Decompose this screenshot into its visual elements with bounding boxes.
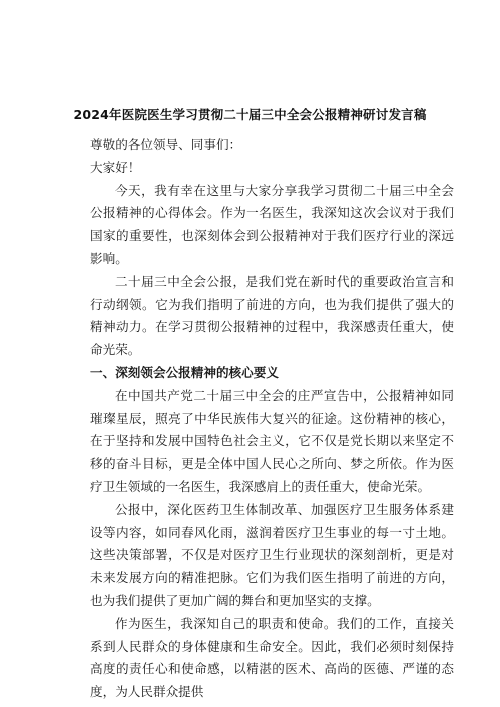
section-paragraph-3: 作为医生，我深知自己的职责和使命。我们的工作，直接关系到人民群众的身体健康和生命安全。因此，我们必须时刻保持高度的责任心和使命感，以精湛的医术、高尚的医德、严谨的态度，为人民群众提供 <box>90 615 454 700</box>
salutation: 尊敬的各位领导、同事们： <box>90 137 242 152</box>
greeting: 大家好！ <box>90 159 141 175</box>
paragraph-communique: 二十届三中全会公报，是我们党在新时代的重要政治宣言和行动纲领。它为我们指明了前进的方向，也为我们提供了强大的精神动力。在学习贯彻公报精神的过程中，我深感责任重大，使命光荣。 <box>90 273 454 358</box>
document-title: 2024年医院医生学习贯彻二十届三中全会公报精神研讨发言稿 <box>73 107 427 122</box>
paragraph-intro: 今天，我有幸在这里与大家分享我学习贯彻二十届三中全会公报精神的心得体会。作为一名医生，我深知这次会议对于我们国家的重要性，也深刻体会到公报精神对于我们医疗行业的深远影响。 <box>90 182 454 266</box>
section-paragraph-1: 在中国共产党二十届三中全会的庄严宣告中，公报精神如同璀璨星辰，照亮了中华民族伟大复兴的征途。这份精神的核心，在于坚持和发展中国特色社会主义，它不仅是党长期以来坚定不移的奋斗目标，更是全体中国人民心之所向、梦之所依。作为医疗卫生领域的一名医生，我深感肩上的责任重大，使命光荣。 <box>90 387 454 494</box>
section-heading: 一、深刻领会公报精神的核心要义 <box>90 364 279 380</box>
section-paragraph-2: 公报中，深化医药卫生体制改革、加强医疗卫生服务体系建设等内容，如同春风化雨，滋润着医疗卫生事业的每一寸土地。这些决策部署，不仅是对医疗卫生行业现状的深刻剖析，更是对未来发展方向的精准把脉。它们为我们医生指明了前进的方向，也为我们提供了更加广阔的舞台和更加坚实的支撑。 <box>90 501 454 608</box>
document-body <box>90 134 454 704</box>
